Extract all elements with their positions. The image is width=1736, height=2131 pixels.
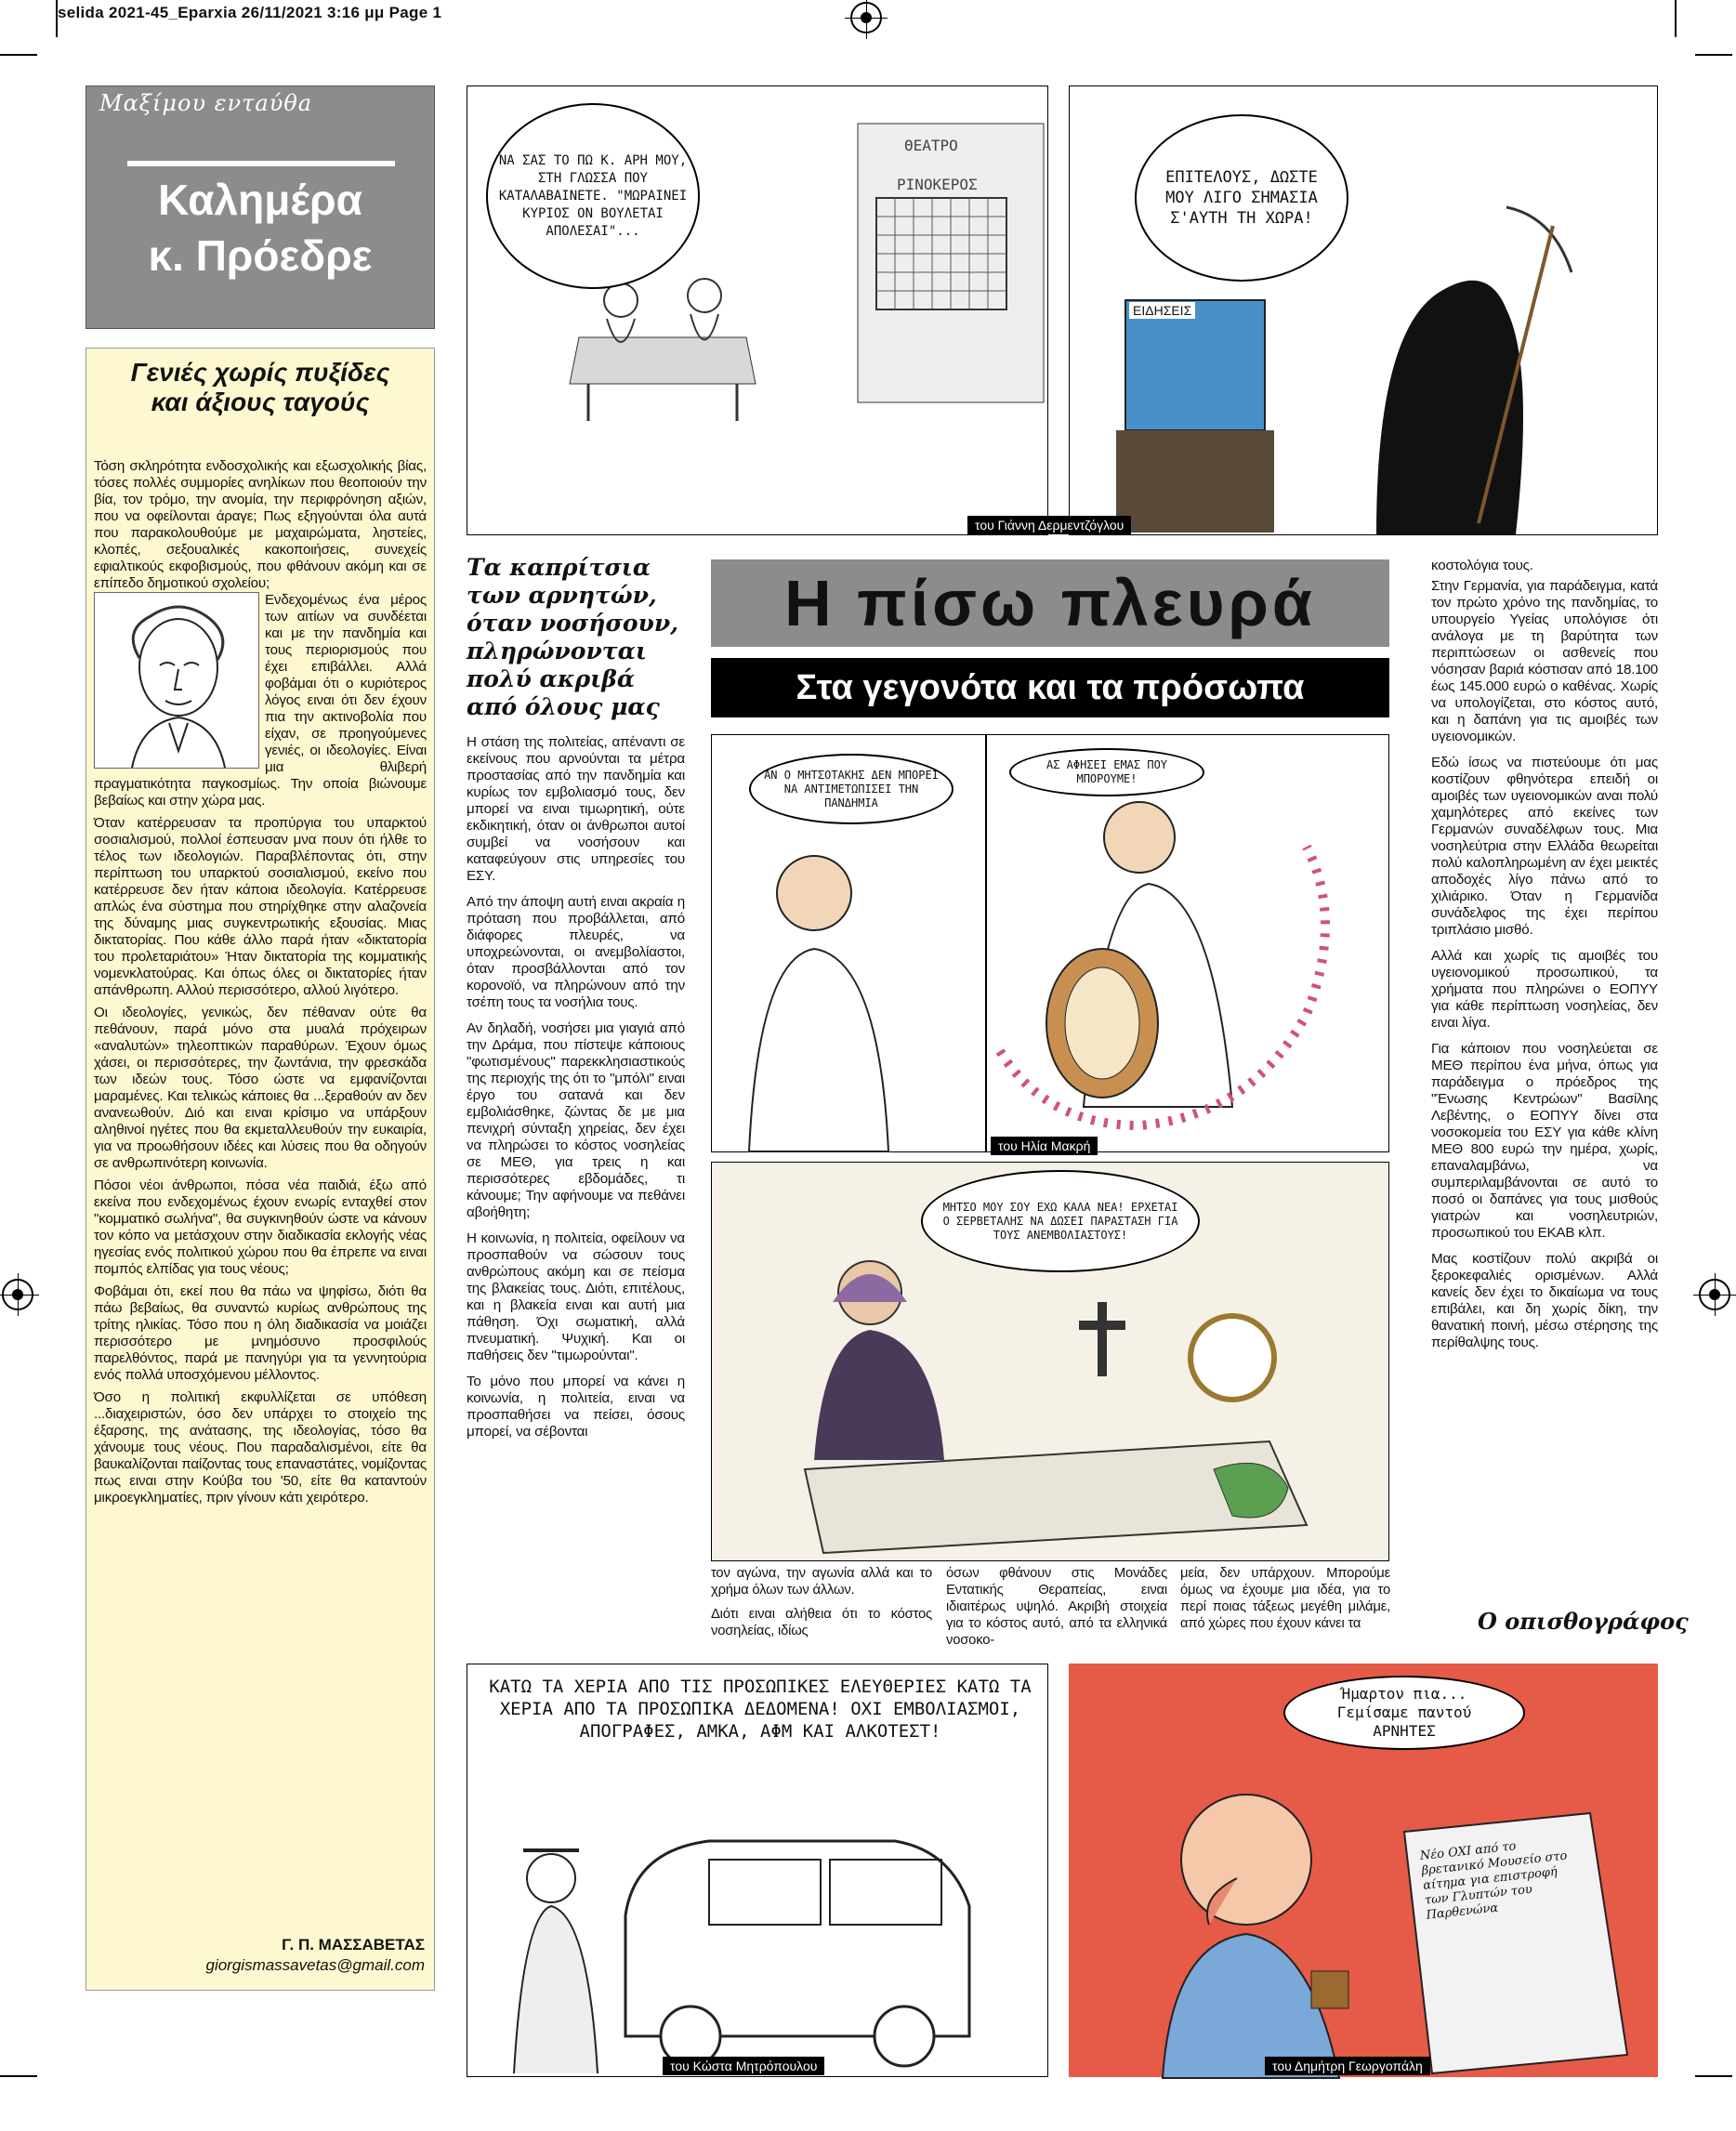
column-title-line1: Καλημέρα: [158, 176, 362, 224]
paragraph: Εδώ ίσως να πιστεύουμε ότι μας κοστίζουν φθηνότερα επειδή οι αμοιβές των υγειονομικών αναι πολύ χαμηλότερες από εκείνες των Γερμανών συναδέλφων τους. Μια νοσηλεύτρια στην Ελλάδα θεωρείται πολύ καλοπληρωμένη αν έχει μεικτές αποδοχές λίγο πάνω από το χιλιάρικο. Όταν η Γερμανίδα συνάδελφος της έχει περίπου τριπλάσιο μισθό.: [1431, 755, 1658, 938]
paragraph: Φοβάμαι ότι, εκεί που θα πάω να ψηφίσω, διότι θα πάω βεβαίως, θα συναντώ κυρίως ανθρώπους της τρίτης ηλικίας. Τόσο που η όλη διαδικασία να μοιάζει περισσότερο με μνημόσυνο προσφιλούς παρελθόντος, παρά με πανηγύρι για τα γεννητούρια ενός πολλά υποσχόμενου μέλλοντος.: [94, 1283, 427, 1383]
registration-mark-icon: [2, 1279, 33, 1310]
paragraph: Όσο η πολιτική εκφυλλίζεται σε υπόθεση ...διαχειριστών, όσο δεν υπάρχει το στοιχείο της έξαρσης, της ανάτασης, της ιδεολογίας, τόσο θα χάνουμε τους νέους. Που παραδαλισμένοι, είτε θα βαυκαλίζονται παίζοντας τους επαναστάτες, νομίζοντας πως ειναι στην Κούβα του '50, είτε θα καταντούν μικροεγκληματίες, πριν γίνουν κάτι χειρότερο.: [94, 1389, 427, 1506]
crop-mark: [0, 2075, 37, 2077]
column-kicker: Μαξίμου εντaύθa: [99, 90, 313, 116]
article-column-4: [1180, 1565, 1390, 1639]
article-column-2: [711, 1565, 932, 1647]
opinion-body: [94, 458, 427, 1512]
cartoon-theatre: [467, 86, 1048, 535]
paragraph: Το μόνο που μπορεί να κάνει η κοινωνία, η πολιτεία, ειναι να προσπαθήσει να πείσει, όσους μπορεί, να σέβονται: [467, 1374, 685, 1440]
article-column-right: [1431, 558, 1658, 1361]
section-title-box: [711, 559, 1389, 647]
opinion-column: [85, 348, 435, 1991]
cartoon-drum: [711, 734, 1389, 1152]
crop-mark: [56, 0, 58, 37]
paragraph: Αλλά και χωρίς τις αμοιβές του υγειονομικού προσωπικού, τα χρήματα που πληρώνει ο ΕΟΠΥΥ για κάθε περίπτωση νοσηλείας, δεν ειναι λίγα.: [1431, 948, 1658, 1031]
cartoon-credit: του Ηλία Μακρή: [991, 1137, 1098, 1155]
article-headline: Τα καπρίτσια των αρνητών, όταν νοσήσουν, πληρώνονται πολύ ακριβά από όλους μας: [467, 554, 678, 720]
section-title: Η πίσω πλευρά: [784, 567, 1316, 639]
paragraph: Η κοινωνία, η πολιτεία, οφείλουν να προσπαθούν να σώσουν τους ανθρώπους ακόμη και σε πείσμα της βλακείας τους. Διότι, επιτέλους, και η βλακεία ειναι και αυτή μια πάθηση. Όχι σωματική, αλλά πνευματική. Ψυχική. Και οι παθήσεις δεν "τιμωρούνται".: [467, 1230, 685, 1363]
page-slug: selida 2021-45_Eparxia 26/11/2021 3:16 μμ Page 1: [58, 4, 442, 21]
paragraph: Τόση σκληρότητα ενδοσχολικής και εξωσχολικής βίας, τόσες πολλές συμμορίες ανηλίκων που θεοποιούν την βία, τον τρόμο, την ανομία, την περιφρόνηση αξιών, που να οφείλονται άραγε; Πως εξηγούνται όλα αυτά που παρακολουθούμε με μαχαιρώματα, ληστείες, κλοπές, σεξουαλικές κακοποιήσεις, συνεχείς εφιαλτικούς εκφοβισμούς, που φθάνουν ακόμη και σε επίπεδο δημοτικού σχολείου;: [94, 458, 427, 591]
paragraph: κοστολόγια τους.: [1431, 558, 1533, 573]
paragraph: Πόσοι νέοι άνθρωποι, πόσα νέα παιδιά, έξω από εκείνα που ενδεχομένως έχουν ενωρίς ενταχθεί στον "κομματικό σωλήνα", θα συγκινηθούν ώστε να κάνουν τον κόπο να μετάσχουν στην διαδικασία εκλογής νέας ηγεσίας ενός πολιτικού χώρου που θα έπρεπε να ειναι πομπός ελπίδας για τους νέους;: [94, 1177, 427, 1277]
speech-bubble: ΝΑ ΣΑΣ ΤΟ ΠΩ Κ. ΑΡΗ ΜΟΥ, ΣΤΗ ΓΛΩΣΣΑ ΠΟΥ ΚΑΤΑΛΑΒΑΙΝΕΤΕ. "ΜΩΡΑΙΝΕΙ ΚΥΡΙΟΣ ΟΝ ΒΟΥΛΕΤΑΙ ΑΠΟΛΕΣΑΙ"...: [486, 103, 700, 289]
paragraph: μεία, δεν υπάρχουν. Μπορούμε όμως να έχουμε μια ιδέα, για το περί ποιας τάξεως μεγέθη μιλάμε, από χώρες που έχουν κάνει τα: [1180, 1566, 1390, 1631]
article-column-1: [467, 734, 685, 1450]
speech-bubble: ΜΗΤΣΟ ΜΟΥ ΣΟΥ ΕΧΩ ΚΑΛΑ ΝΕΑ! ΕΡΧΕΤΑΙ Ο ΣΕΡΒΕΤΑΛΗΣ ΝΑ ΔΩΣΕΙ ΠΑΡΑΣΤΑΣΗ ΓΙΑ ΤΟΥΣ ΑΝΕΜΒΟΛΙΑΣΤΟΥΣ!: [921, 1170, 1200, 1272]
tv-label: ΕΙΔΗΣΕΙΣ: [1129, 302, 1195, 319]
paragraph: όσων φθάνουν στις Μονάδες Εντατικής Θεραπείας, ειναι ιδιαιτέρως υψηλό. Ακριβή στοιχεία για το κόστος αυτό, από τα ελληνικά νοσοκο-: [946, 1566, 1167, 1648]
crop-mark: [1675, 0, 1677, 37]
speech-bubble: ΑΝ Ο ΜΗΤΣΟΤΑΚΗΣ ΔΕΝ ΜΠΟΡΕΙ ΝΑ ΑΝΤΙΜΕΤΩΠΙΣΕΙ ΤΗΝ ΠΑΝΔΗΜΙΑ: [749, 754, 953, 824]
column-title: [86, 172, 434, 283]
paragraph: Για κάποιον που νοσηλεύεται σε ΜΕΘ περίπου ένα μήνα, όπως για παράδειγμα ο πρόεδρος της "Ένωσης Κεντρώων" Βασίλης Λεβέντης, ο ΕΟΠΥΥ δίνει στα νοσοκομεία του ΕΣΥ για κάθε κλίνη ΜΕΘ 800 ευρώ την ημέρα, χωρίς, επαναλαμβάνω, να συμπεριλαμβάνονται σε αυτό το ποσό οι δαπάνες για τους μισθούς γιατρών και νοσηλευτριών, προσωπικού του ΕΚΑΒ κλπ.: [1431, 1041, 1658, 1241]
cartoon-reaper: [975, 86, 1658, 535]
crop-mark: [1695, 2075, 1732, 2077]
cartoon-police: [467, 1664, 1048, 2077]
cartoon-cemetery: [711, 1162, 1389, 1561]
cartoon-caption: ΚΑΤΩ ΤΑ ΧΕΡΙΑ ΑΠΟ ΤΙΣ ΠΡΟΣΩΠΙΚΕΣ ΕΛΕΥΘΕΡΙΕΣ ΚΑΤΩ ΤΑ ΧΕΡΙΑ ΑΠΟ ΤΑ ΠΡΟΣΩΠΙΚΑ ΔΕΔΟΜΕΝΑ! ΟΧΙ ΕΜΒΟΛΙΑΣΜΟΙ, ΑΠΟΓΡΑΦΕΣ, ΑΜΚΑ, ΑΦΜ ΚΑΙ ΑΛΚΟΤΕΣΤ!: [489, 1677, 1032, 1742]
newspaper-headline: Νέο ΟΧΙ από το βρετανικό Μουσείο στο αίτημα για επιστροφή των Γλυπτών του Παρθενώνα: [1419, 1839, 1569, 1923]
paragraph: Όταν κατέρρευσαν τα προπύργια του υπαρκτού σοσιαλισμού, πολλοί έσπευσαν μνα πουν ότι ήλθε το τέλος των ιδεολογιών. Παραβλέποντας ότι, στην περίπτωση του υπαρκτού σοσιαλισμού, εκείνο που κατέρρευσε δεν ήταν κάποια ιδεολογία. Κατέρρευσε απλώς ένα σύστημα που στηρίχθηκε στην αλαζονεία της δύναμης μιας συγκεντρωτικής εξουσίας. Μιας δικτατορίας. Που κάθε άλλο παρά ήταν «δικτατορία του προλεταριάτου» Ήταν δικτατορία της κομματικής νομενκλατούρας. Και όπως όλες οι δικτατορίες ήταν απάνθρωπη. Αλλού περισσότερο, αλλού λιγότερο.: [94, 815, 427, 998]
author-portrait: [94, 592, 259, 769]
speech-bubble: Ήμαρτον πια... Γεμίσαμε παντού ΑΡΝΗΤΕΣ: [1283, 1676, 1525, 1750]
paragraph: Από την άποψη αυτή ειναι ακραία η πρόταση που προβάλλεται, από διάφορες πλευρές, να υποχρεώνονται, οι ανεμβολίαστοι, όταν προσβάλλονται από τον κορονοϊό, να πληρώνουν από την τσέπη τους τα νοσήλια τους.: [467, 894, 685, 1010]
paragraph: Η στάση της πολιτείας, απέναντι σε εκείνους που αρνούνται τα μέτρα προστασίας από την πανδημία και κυρίως τον εμβολιασμό τους, δεν μπορεί να ειναι τιμωρητική, ούτε εκδικητική, όταν οι άνθρωποι αυτοί συμβεί να νοσήσουν και καταφεύγουν στις υπηρεσίες του ΕΣΥ.: [467, 734, 685, 884]
opinion-headline: Γενιές χωρίς πυξίδες και άξιους ταγούς: [130, 358, 390, 416]
column-rule: [127, 161, 395, 166]
paragraph: Στην Γερμανία, για παράδειγμα, κατά τον πρώτο χρόνο της πανδημίας, το υπουργείο Υγείας υπολόγισε ότι ανάλογα με τη βαρύτητα των περιπτώσεων οι ασθενείς που νόσησαν βαριά κόστισαν από 18.100 έως 145.000 ευρώ ο καθένας. Χωρίς να υπολογίζεται, στο κόστος αυτό, και η δαπάνη για τις αμοιβές των υγειονομικών.: [1431, 578, 1658, 744]
column-title-line2: κ. Πρόεδρε: [148, 231, 373, 280]
author-email: giorgismassavetas@gmail.com: [205, 1956, 425, 1974]
paragraph: Οι ιδεολογίες, γενικώς, δεν πέθαναν ούτε θα πεθάνουν, παρά μόνο στα μυαλά πρόχειρων «αναλυτών» τηλεοπτικών παραθύρων. Έχουν όμως χάσει, οι περισσότερες, την ζωντάνια, την φρεσκάδα των ιδεών τους. Τόσο ώστε να εμφανίζονται μαραμένες. Και τελικώς κάποιες θα ...ξεραθούν αν δεν ανανεωθούν. Διό και ειναι κρίσιμο να υπάρξουν αληθινοί ηγέτες που θα εκμεταλλευθούν την ευκαιρία, για να προωθήσουν ιδέες και λύσεις που θα οδηγούν σε ανθρωπινότερη κοινωνία.: [94, 1005, 427, 1171]
cartoon-credit: του Γιάννη Δερμεντζόγλου: [967, 516, 1131, 534]
crop-mark: [0, 54, 37, 56]
author-name: Γ. Π. ΜΑΣΣΑΒΕΤΑΣ: [282, 1936, 425, 1953]
column-header: [85, 86, 435, 329]
article-column-3: [946, 1565, 1167, 1656]
paragraph: Διότι ειναι αλήθεια ότι το κόστος νοσηλείας, ιδίως: [711, 1607, 932, 1638]
paragraph: Μας κοστίζουν πολύ ακριβά οι ξεροκεφαλιές ορισμένων. Αλλά κανείς δεν έχει το δικαίωμα να τους επιβάλει, και δη χωρίς δίκη, την θανατική ποινή, μέσω στέρησης της περίθαλψης τους.: [1431, 1251, 1658, 1350]
section-subtitle: Στα γεγονότα και τα πρόσωπα: [711, 658, 1389, 717]
registration-mark-icon: [850, 2, 882, 33]
registration-mark-icon: [1699, 1279, 1730, 1310]
paragraph: Ενδεχομένως ένα μέρος των αιτίων να συνδέεται και με την πανδημία και τους περιορισμούς που έχει επιβάλλει. Αλλά φοβάμαι ότι ο κυριότερος λόγος ειναι ότι δεν έχουν πια την ακτινοβολία που είχαν, σε προηγούμενες γενιές, οι ιδεολογίες. Είναι μια θλιβερή πραγματικότητα παγκοσμίως. Την οποία βιώνουμε βεβαίως και στην χώρα μας.: [94, 592, 427, 809]
cartoon-sign: ΡΙΝΟΚΕΡΟΣ: [897, 176, 978, 193]
cartoon-newspaper: [1069, 1664, 1658, 2077]
cartoon-credit: του Κώστα Μητρόπουλου: [663, 2057, 824, 2075]
paragraph: Αν δηλαδή, νοσήσει μια γιαγιά από την Δράμα, που πίστεψε κάποιους "φωτισμένους" παρεκκλησιαστικούς της περιοχής της ότι το "μπόλι" ειναι έργο του σατανά και δεν εμβολιάσθηκε, ζώντας δε με μια πενιχρή σύνταξη χηρείας, δεν έχει να πληρώσει το κόστος νοσηλείας σε ΜΕΘ, για τρεις η και περισσότερες εβδομάδες, τι κάνουμε; Την αφήνουμε να πεθάνει αβοήθητη;: [467, 1020, 685, 1220]
speech-bubble: ΕΠΙΤΕΛΟΥΣ, ΔΩΣΤΕ ΜΟΥ ΛΙΓΟ ΣΗΜΑΣΙΑ Σ'ΑΥΤΗ ΤΗ ΧΩΡΑ!: [1135, 114, 1348, 282]
crop-mark: [1695, 54, 1732, 56]
paragraph: τον αγώνα, την αγωνία αλλά και το χρήμα όλων των άλλων.: [711, 1566, 932, 1598]
cartoon-sign: ΘΕΑΤΡΟ: [904, 137, 958, 154]
cartoon-credit: του Δημήτρη Γεωργοπάλη: [1265, 2057, 1430, 2075]
speech-bubble: ΑΣ ΑΦΗΣΕΙ ΕΜΑΣ ΠΟΥ ΜΠΟΡΟΥΜΕ!: [1009, 748, 1204, 796]
article-signature: Ο οπισθογράφος: [1478, 1608, 1689, 1635]
portrait-wrap: [94, 592, 427, 809]
